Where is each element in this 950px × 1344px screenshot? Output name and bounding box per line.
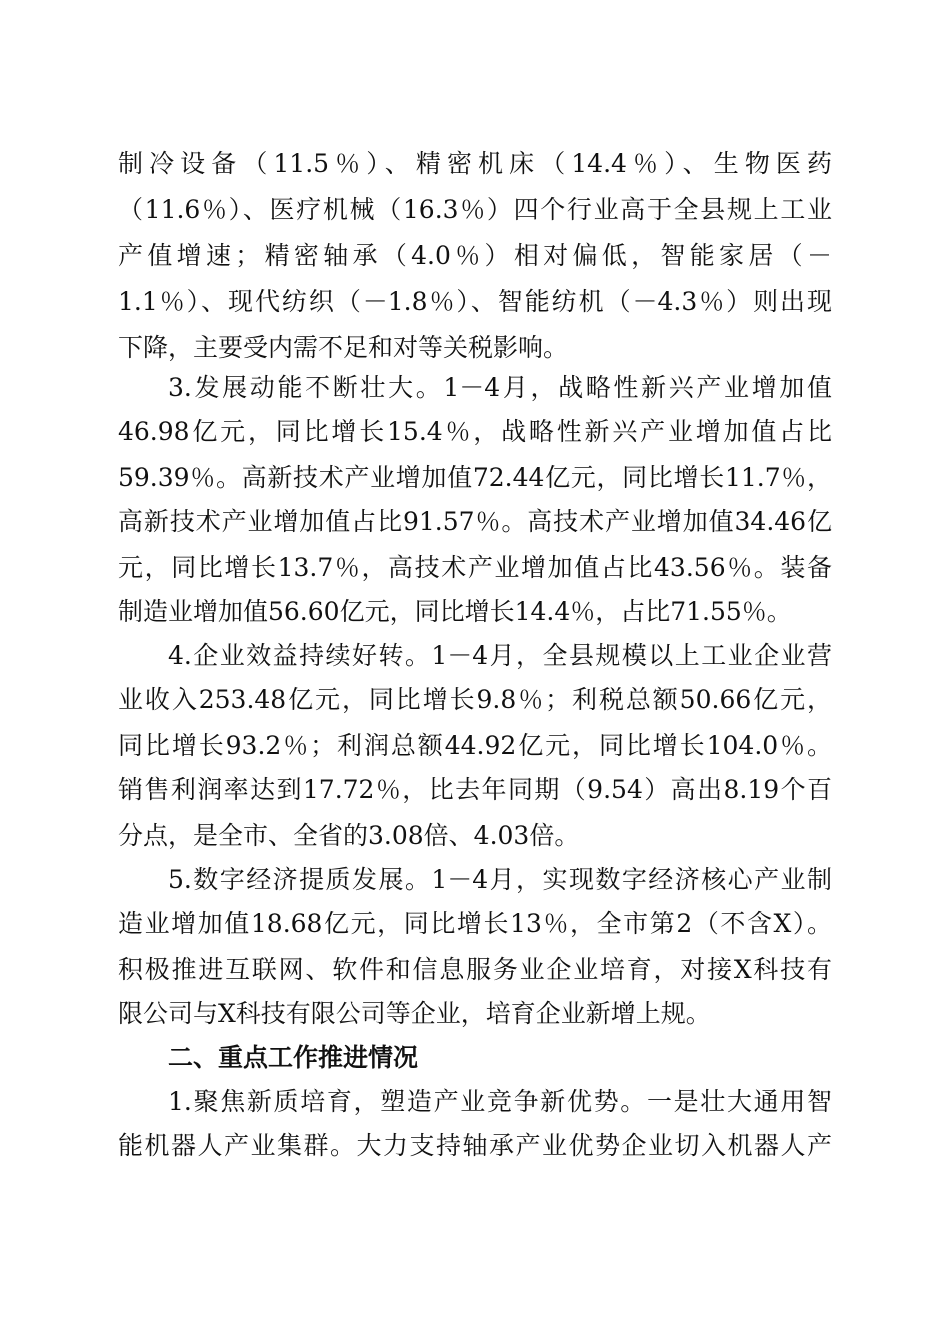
text-line: 业收入253.48亿元，同比增长9.8％；利税总额50.66亿元， — [118, 685, 832, 714]
text-line: 4.企业效益持续好转。1－4月，全县规模以上工业企业营 — [168, 641, 832, 670]
text-line: 5.数字经济提质发展。1－4月，实现数字经济核心产业制 — [168, 865, 832, 894]
section-heading: 二、重点工作推进情况 — [168, 1043, 419, 1072]
text-line: 元，同比增长13.7％，高技术产业增加值占比43.56％。装备 — [118, 553, 832, 582]
text-line: 造业增加值18.68亿元，同比增长13％，全市第2（不含X）。 — [118, 909, 832, 938]
text-line: 1.1％）、现代纺织（－1.8％）、智能纺机（－4.3％）则出现 — [118, 287, 832, 316]
text-line: 能机器人产业集群。大力支持轴承产业优势企业切入机器人产 — [118, 1131, 832, 1160]
text-line: 高新技术产业增加值占比91.57％。高技术产业增加值34.46亿 — [118, 507, 832, 536]
text-line: （11.6％）、医疗机械（16.3％）四个行业高于全县规上工业 — [118, 195, 832, 224]
text-line: 销售利润率达到17.72％，比去年同期（9.54）高出8.19个百 — [118, 775, 832, 804]
text-line: 1.聚焦新质培育，塑造产业竞争新优势。一是壮大通用智 — [168, 1087, 832, 1116]
text-line: 产值增速；精密轴承（4.0％）相对偏低，智能家居（－ — [118, 241, 832, 270]
text-line: 制冷设备（11.5％）、精密机床（14.4％）、生物医药 — [118, 149, 832, 178]
text-line: 积极推进互联网、软件和信息服务业企业培育，对接X科技有 — [118, 955, 832, 984]
text-line: 分点，是全市、全省的3.08倍、4.03倍。 — [118, 821, 580, 850]
text-line: 59.39％。高新技术产业增加值72.44亿元，同比增长11.7％， — [118, 463, 832, 492]
text-line: 下降，主要受内需不足和对等关税影响。 — [118, 333, 569, 362]
text-line: 46.98亿元，同比增长15.4％，战略性新兴产业增加值占比 — [118, 417, 832, 446]
text-line: 制造业增加值56.60亿元，同比增长14.4％，占比71.55％。 — [118, 597, 792, 626]
text-line: 同比增长93.2％；利润总额44.92亿元，同比增长104.0％。 — [118, 731, 832, 760]
text-line: 3.发展动能不断壮大。1－4月，战略性新兴产业增加值 — [168, 373, 832, 402]
text-line: 限公司与X科技有限公司等企业，培育企业新增上规。 — [118, 999, 711, 1028]
